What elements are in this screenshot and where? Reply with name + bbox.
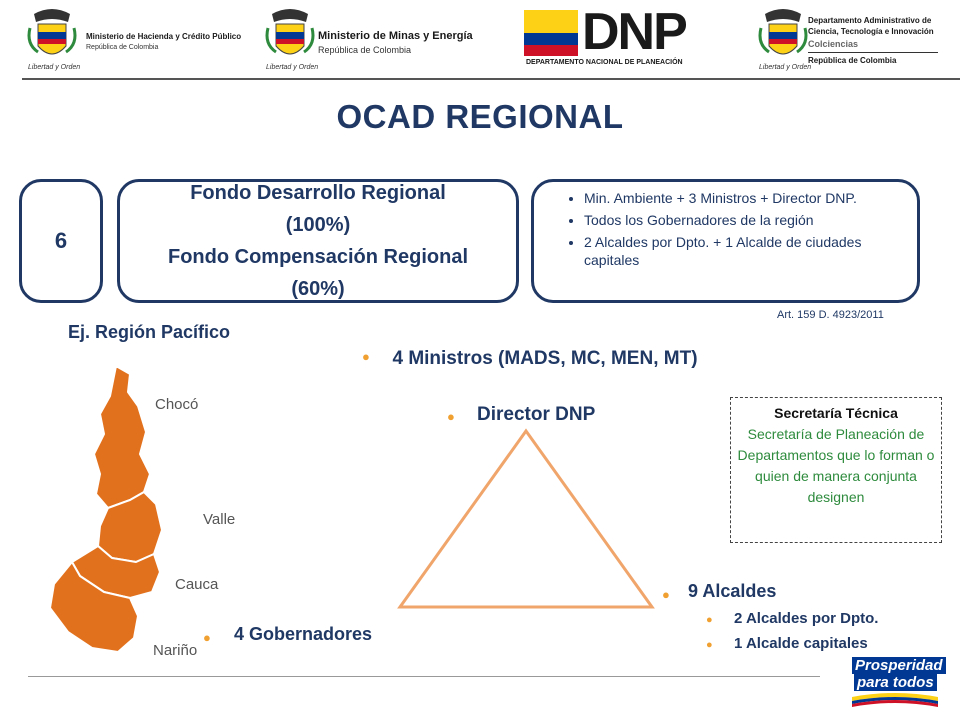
bullet-icon: ● <box>203 630 211 645</box>
secretaria-body: Secretaría de Planeación de Departamentos que lo forman o quien de manera conjunta designen <box>737 426 935 505</box>
bullet-icon: ● <box>662 587 670 602</box>
fund-line: Fondo Compensación Regional <box>167 246 468 268</box>
fund-line: Fondo Desarrollo Regional <box>190 182 446 204</box>
example-title: Ej. Región Pacífico <box>68 322 231 342</box>
logo-caption: Libertad y Orden <box>266 64 319 71</box>
left-vertex-label: 4 Gobernadores <box>234 624 373 644</box>
top-vertex-item: 4 Ministros (MADS, MC, MEN, MT) <box>392 348 698 369</box>
logo-sub: República de Colombia <box>318 45 412 55</box>
governance-triangle <box>396 428 656 610</box>
logo-sub: República de Colombia <box>808 56 897 65</box>
header-divider <box>22 78 960 80</box>
count-value: 6 <box>54 228 68 253</box>
article-reference: Art. 159 D. 4923/2011 <box>777 309 884 321</box>
fund-line: (60%) <box>291 278 345 300</box>
logo-name: DNP <box>582 3 686 61</box>
logo-hacienda <box>24 4 244 74</box>
map-label-choco: Chocó <box>155 396 199 413</box>
logo-dnp <box>524 4 716 74</box>
count-box <box>19 179 103 303</box>
right-vertex-subitem: 1 Alcalde capitales <box>734 635 868 652</box>
bullet-icon: ● <box>706 614 713 626</box>
logo-divider <box>808 52 938 53</box>
logo-name-line-2: Ciencia, Tecnología e Innovación <box>808 27 934 36</box>
right-vertex-label: 9 Alcaldes <box>688 581 777 601</box>
list-item: • 2 Alcaldes por Dpto. + 1 Alcalde de ciudades capitales <box>584 233 899 269</box>
map-region-choco <box>94 366 150 508</box>
logo-minas <box>262 4 482 74</box>
members-list <box>564 189 899 269</box>
logo-caption: Libertad y Orden <box>28 64 81 71</box>
secretaria-title: Secretaría Técnica <box>774 405 898 421</box>
logo-sub: DEPARTAMENTO NACIONAL DE PLANEACIÓN <box>526 59 683 66</box>
logo-name: Ministerio de Minas y Energía <box>318 30 473 42</box>
footer-divider <box>28 676 820 677</box>
bullet-icon: ● <box>706 639 713 651</box>
logo-brand: Colciencias <box>808 39 859 49</box>
map-label-valle: Valle <box>203 511 236 528</box>
map-label-narino: Nariño <box>153 642 198 659</box>
prosperidad-logo <box>852 657 943 707</box>
map-label-cauca: Cauca <box>175 576 219 593</box>
right-vertex-subitem: 2 Alcaldes por Dpto. <box>734 610 879 627</box>
top-vertex-item: Director DNP <box>477 404 596 425</box>
bullet-icon: ● <box>447 409 455 424</box>
list-item: • Min. Ambiente + 3 Ministros + Director DNP. <box>584 189 899 207</box>
secretaria-box <box>730 397 942 543</box>
flag-swoosh-icon <box>852 691 938 707</box>
funds-box <box>117 179 519 303</box>
logo-name-line-1: Departamento Administrativo de <box>808 16 932 25</box>
bullet-icon: ● <box>362 349 370 364</box>
logo-sub: República de Colombia <box>86 44 159 51</box>
prosperidad-line: para todos <box>854 674 937 691</box>
members-box <box>531 179 920 303</box>
page-title: OCAD REGIONAL <box>336 98 624 135</box>
fund-line: (100%) <box>285 214 351 236</box>
prosperidad-line: Prosperidad <box>852 657 946 674</box>
logo-name: Ministerio de Hacienda y Crédito Público <box>86 32 242 41</box>
list-item: • Todos los Gobernadores de la región <box>584 211 899 229</box>
logo-colciencias <box>755 4 955 74</box>
logo-caption: Libertad y Orden <box>759 64 812 71</box>
colombia-flag-icon <box>524 10 578 56</box>
